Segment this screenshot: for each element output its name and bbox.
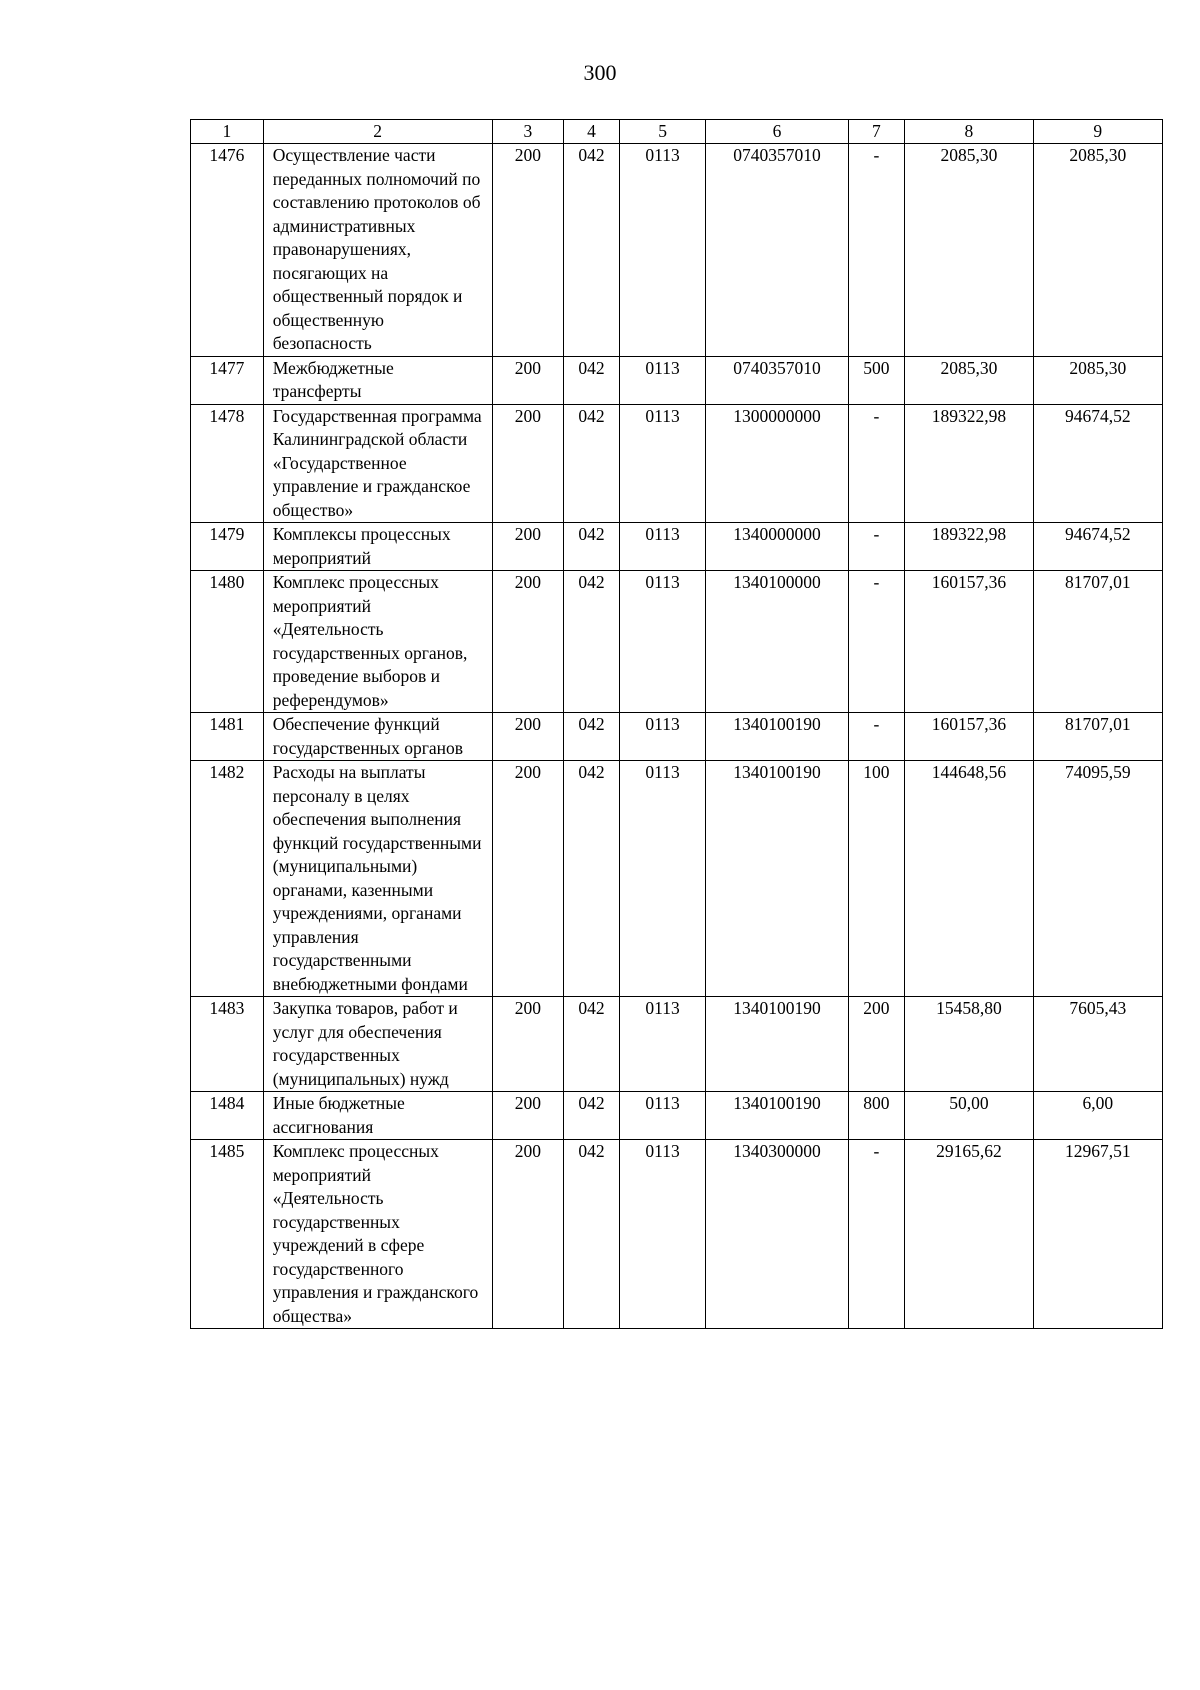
amount-cell: 29165,62 — [905, 1140, 1033, 1329]
row-number-cell: 1481 — [191, 713, 264, 761]
department-code-cell: 042 — [564, 1140, 620, 1329]
target-article-cell: 1300000000 — [706, 404, 848, 523]
section-code-cell: 0113 — [619, 523, 706, 571]
target-article-cell: 1340100190 — [706, 713, 848, 761]
row-number-cell: 1484 — [191, 1092, 264, 1140]
row-name-cell: Комплексы процессных мероприятий — [263, 523, 492, 571]
amount-cell: 81707,01 — [1033, 713, 1162, 761]
amount-cell: 160157,36 — [905, 571, 1033, 713]
section-code-cell: 0113 — [619, 356, 706, 404]
row-number-cell: 1485 — [191, 1140, 264, 1329]
budget-table — [190, 119, 1163, 1329]
section-code-cell: 0113 — [619, 571, 706, 713]
section-code-cell: 0113 — [619, 404, 706, 523]
table-row — [191, 761, 1163, 997]
target-article-cell: 1340000000 — [706, 523, 848, 571]
amount-cell: 12967,51 — [1033, 1140, 1162, 1329]
expense-type-cell: - — [848, 523, 905, 571]
admin-code-cell: 200 — [492, 713, 564, 761]
amount-cell: 94674,52 — [1033, 523, 1162, 571]
header-cell: 7 — [848, 120, 905, 144]
table-header-row — [191, 120, 1163, 144]
table-row — [191, 1140, 1163, 1329]
row-name-cell: Комплекс процессных мероприятий «Деятельность государственных учреждений в сфере государственного управления и гражданского общества» — [263, 1140, 492, 1329]
table-row — [191, 713, 1163, 761]
section-code-cell: 0113 — [619, 144, 706, 357]
header-cell: 1 — [191, 120, 264, 144]
department-code-cell: 042 — [564, 404, 620, 523]
table-row — [191, 523, 1163, 571]
page-number: 300 — [583, 60, 617, 85]
admin-code-cell: 200 — [492, 144, 564, 357]
header-cell: 8 — [905, 120, 1033, 144]
department-code-cell: 042 — [564, 1092, 620, 1140]
row-name-cell: Обеспечение функций государственных органов — [263, 713, 492, 761]
row-name-cell: Осуществление части переданных полномочий по составлению протоколов об административных правонарушениях, посягающих на общественный порядок и общественную безопасность — [263, 144, 492, 357]
expense-type-cell: 100 — [848, 761, 905, 997]
header-cell: 4 — [564, 120, 620, 144]
expense-type-cell: - — [848, 404, 905, 523]
department-code-cell: 042 — [564, 356, 620, 404]
header-cell: 5 — [619, 120, 706, 144]
row-number-cell: 1480 — [191, 571, 264, 713]
row-number-cell: 1483 — [191, 997, 264, 1092]
table-body — [191, 144, 1163, 1329]
section-code-cell: 0113 — [619, 713, 706, 761]
department-code-cell: 042 — [564, 761, 620, 997]
department-code-cell: 042 — [564, 523, 620, 571]
target-article-cell: 0740357010 — [706, 144, 848, 357]
row-name-cell: Расходы на выплаты персоналу в целях обеспечения выполнения функций государственными (муниципальными) органами, казенными учреждениями, органами управления государственными внебюджетными фондами — [263, 761, 492, 997]
amount-cell: 81707,01 — [1033, 571, 1162, 713]
amount-cell: 160157,36 — [905, 713, 1033, 761]
header-cell: 2 — [263, 120, 492, 144]
admin-code-cell: 200 — [492, 523, 564, 571]
expense-type-cell: - — [848, 144, 905, 357]
amount-cell: 2085,30 — [905, 356, 1033, 404]
expense-type-cell: 800 — [848, 1092, 905, 1140]
amount-cell: 15458,80 — [905, 997, 1033, 1092]
row-name-cell: Государственная программа Калининградской области «Государственное управление и гражданское общество» — [263, 404, 492, 523]
target-article-cell: 0740357010 — [706, 356, 848, 404]
table-row — [191, 144, 1163, 357]
admin-code-cell: 200 — [492, 761, 564, 997]
row-number-cell: 1478 — [191, 404, 264, 523]
expense-type-cell: - — [848, 571, 905, 713]
admin-code-cell: 200 — [492, 1092, 564, 1140]
expense-type-cell: - — [848, 713, 905, 761]
row-number-cell: 1482 — [191, 761, 264, 997]
row-number-cell: 1476 — [191, 144, 264, 357]
row-number-cell: 1477 — [191, 356, 264, 404]
section-code-cell: 0113 — [619, 997, 706, 1092]
amount-cell: 94674,52 — [1033, 404, 1162, 523]
amount-cell: 7605,43 — [1033, 997, 1162, 1092]
target-article-cell: 1340100190 — [706, 997, 848, 1092]
department-code-cell: 042 — [564, 571, 620, 713]
header-cell: 3 — [492, 120, 564, 144]
amount-cell: 2085,30 — [905, 144, 1033, 357]
admin-code-cell: 200 — [492, 997, 564, 1092]
amount-cell: 189322,98 — [905, 404, 1033, 523]
section-code-cell: 0113 — [619, 1092, 706, 1140]
target-article-cell: 1340300000 — [706, 1140, 848, 1329]
section-code-cell: 0113 — [619, 1140, 706, 1329]
amount-cell: 2085,30 — [1033, 356, 1162, 404]
table-row — [191, 356, 1163, 404]
admin-code-cell: 200 — [492, 356, 564, 404]
amount-cell: 144648,56 — [905, 761, 1033, 997]
department-code-cell: 042 — [564, 997, 620, 1092]
admin-code-cell: 200 — [492, 404, 564, 523]
table-row — [191, 571, 1163, 713]
row-number-cell: 1479 — [191, 523, 264, 571]
admin-code-cell: 200 — [492, 571, 564, 713]
target-article-cell: 1340100190 — [706, 761, 848, 997]
amount-cell: 189322,98 — [905, 523, 1033, 571]
header-cell: 6 — [706, 120, 848, 144]
section-code-cell: 0113 — [619, 761, 706, 997]
target-article-cell: 1340100000 — [706, 571, 848, 713]
amount-cell: 6,00 — [1033, 1092, 1162, 1140]
expense-type-cell: - — [848, 1140, 905, 1329]
department-code-cell: 042 — [564, 144, 620, 357]
row-name-cell: Иные бюджетные ассигнования — [263, 1092, 492, 1140]
department-code-cell: 042 — [564, 713, 620, 761]
table-row — [191, 1092, 1163, 1140]
row-name-cell: Комплекс процессных мероприятий «Деятельность государственных органов, проведение выборов и референдумов» — [263, 571, 492, 713]
expense-type-cell: 200 — [848, 997, 905, 1092]
row-name-cell: Закупка товаров, работ и услуг для обеспечения государственных (муниципальных) нужд — [263, 997, 492, 1092]
row-name-cell: Межбюджетные трансферты — [263, 356, 492, 404]
header-cell: 9 — [1033, 120, 1162, 144]
expense-type-cell: 500 — [848, 356, 905, 404]
amount-cell: 2085,30 — [1033, 144, 1162, 357]
target-article-cell: 1340100190 — [706, 1092, 848, 1140]
admin-code-cell: 200 — [492, 1140, 564, 1329]
amount-cell: 74095,59 — [1033, 761, 1162, 997]
table-row — [191, 997, 1163, 1092]
table-row — [191, 404, 1163, 523]
amount-cell: 50,00 — [905, 1092, 1033, 1140]
